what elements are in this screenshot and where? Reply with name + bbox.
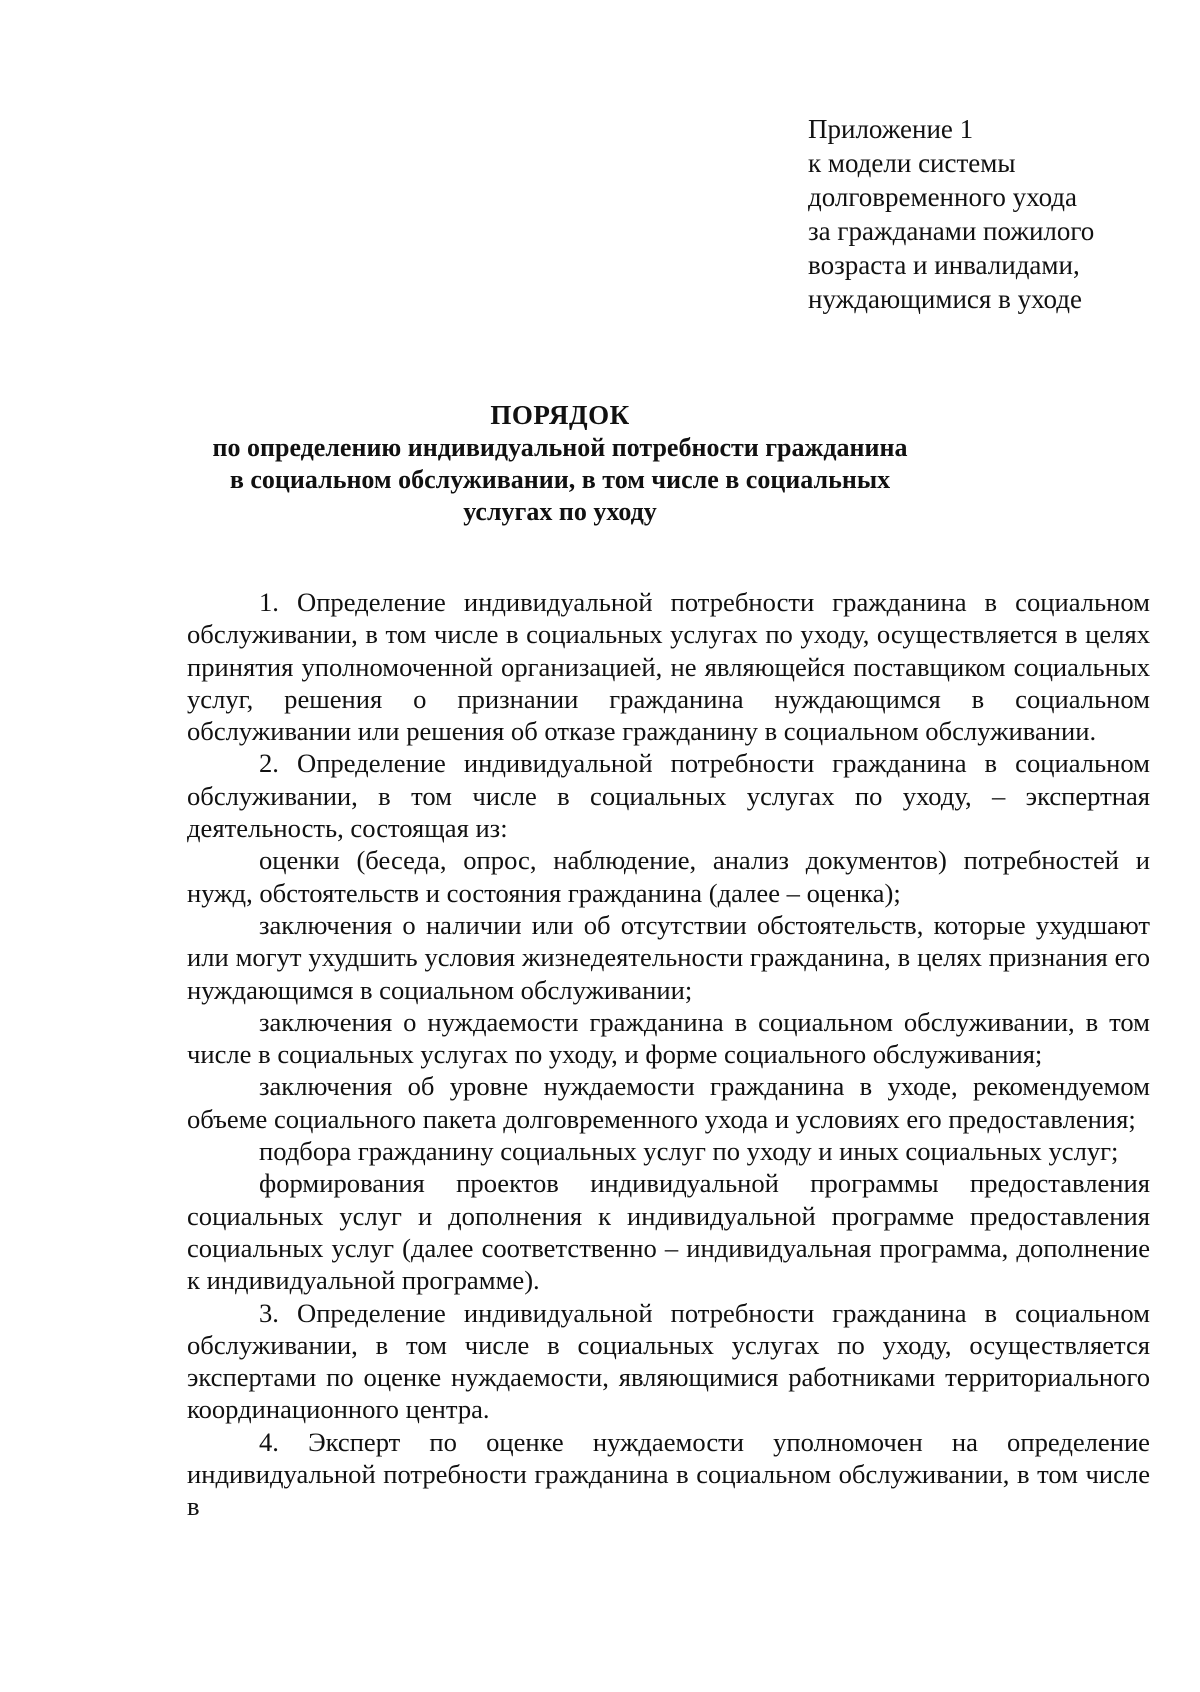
- appendix-line: возраста и инвалидами,: [808, 250, 1080, 280]
- paragraph: подбора гражданину социальных услуг по уходу и иных социальных услуг;: [259, 1136, 1119, 1167]
- title-sub-line: в социальном обслуживании, в том числе в социальных: [229, 465, 891, 494]
- document-title: [180, 399, 940, 528]
- appendix-line: Приложение 1: [808, 114, 974, 144]
- paragraph: заключения об уровне нуждаемости гражданина в уходе, рекомендуемом объеме социального пакета долговременного ухода и условиях его предоставления;: [187, 1071, 1150, 1134]
- appendix-line: долговременного ухода: [808, 182, 1078, 212]
- appendix-line: нуждающимися в уходе: [808, 284, 1082, 314]
- title-sub-line: по определению индивидуальной потребности гражданина: [212, 433, 908, 462]
- paragraph: 3. Определение индивидуальной потребности гражданина в социальном обслуживании, в том числе в социальных услугах по уходу, осуществляется экспертами по оценке нуждаемости, являющимися работниками территориального координационного центра.: [187, 1297, 1150, 1425]
- paragraph: заключения о нуждаемости гражданина в социальном обслуживании, в том числе в социальных услугах по уходу, и форме социального обслуживания;: [187, 1006, 1150, 1070]
- paragraph: 4. Эксперт по оценке нуждаемости уполномочен на определение индивидуальной потребности гражданина в социальном обслуживании, в том числе в: [187, 1426, 1150, 1522]
- paragraph: заключения о наличии или об отсутствии обстоятельств, которые ухудшают или могут ухудшить условия жизнедеятельности гражданина, в целях признания его нуждающимся в социальном обслуживании;: [187, 909, 1150, 1005]
- document-body: [187, 586, 1150, 1523]
- paragraph: формирования проектов индивидуальной программы предоставления социальных услуг и дополнения к индивидуальной программе предоставления социальных услуг (далее соответственно – индивидуальная программа, дополнение к индивидуальной программе).: [187, 1168, 1150, 1296]
- paragraph: 2. Определение индивидуальной потребности гражданина в социальном обслуживании, в том числе в социальных услугах по уходу, – экспертная деятельность, состоящая из:: [187, 748, 1150, 844]
- paragraph: 1. Определение индивидуальной потребности гражданина в социальном обслуживании, в том числе в социальных услугах по уходу, осуществляется в целях принятия уполномоченной организацией, не являющейся поставщиком социальных услуг, решения о признании гражданина нуждающимся в социальном обслуживании или решения об отказе гражданину в социальном обслуживании.: [187, 587, 1150, 747]
- appendix-line: к модели системы: [808, 148, 1016, 178]
- appendix-line: за гражданами пожилого: [808, 216, 1095, 246]
- paragraph: оценки (беседа, опрос, наблюдение, анализ документов) потребностей и нужд, обстоятельств и состояния гражданина (далее – оценка);: [187, 845, 1150, 908]
- title-main: ПОРЯДОК: [490, 400, 630, 430]
- appendix-note: [808, 112, 1168, 316]
- title-sub-line: услугах по уходу: [463, 497, 657, 526]
